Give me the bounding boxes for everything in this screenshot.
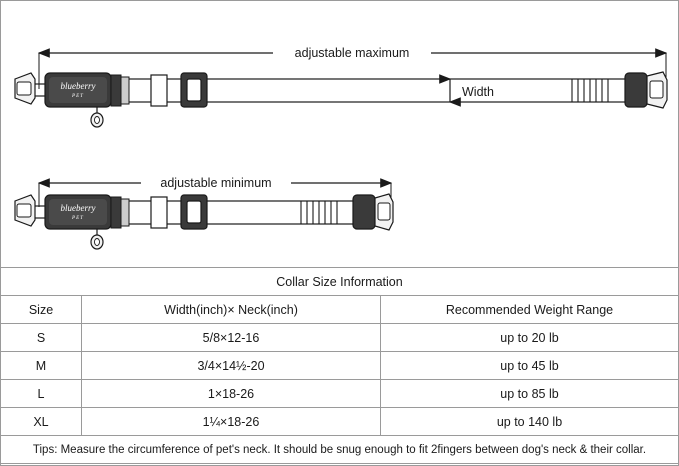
brand-label-min: blueberry [60, 203, 96, 213]
cell-size: XL [1, 408, 82, 436]
size-table-wrap [1, 267, 678, 464]
table-caption: Collar Size Information [1, 268, 678, 296]
cell-width-neck: 5/8×12-16 [82, 324, 381, 352]
collar-diagram [1, 1, 678, 267]
header-width-neck: Width(inch)× Neck(inch) [82, 296, 381, 324]
brand-label: blueberry [60, 81, 96, 91]
cell-size: M [1, 352, 82, 380]
cell-width-neck: 1×18-26 [82, 380, 381, 408]
width-label: Width [462, 85, 494, 99]
table-header-row [1, 296, 678, 324]
cell-weight: up to 20 lb [381, 324, 679, 352]
collar-size-table [1, 267, 678, 464]
table-caption-row [1, 268, 678, 296]
cell-width-neck: 3/4×14½-20 [82, 352, 381, 380]
cell-weight: up to 45 lb [381, 352, 679, 380]
header-size: Size [1, 296, 82, 324]
table-row [1, 324, 678, 352]
cell-size: S [1, 324, 82, 352]
brand-sub-label: PET [72, 94, 84, 99]
cell-weight: up to 85 lb [381, 380, 679, 408]
cell-size: L [1, 380, 82, 408]
adjustable-minimum-label: adjustable minimum [160, 176, 272, 190]
adjustable-maximum-label: adjustable maximum [294, 46, 410, 60]
brand-sub-label-min: PET [72, 216, 84, 221]
table-row [1, 408, 678, 436]
cell-width-neck: 1¼×18-26 [82, 408, 381, 436]
table-row [1, 380, 678, 408]
header-weight-range: Recommended Weight Range [381, 296, 679, 324]
tips-text: Tips: Measure the circumference of pet's neck. It should be snug enough to fit 2fingers between dog's neck & their collar. [1, 436, 678, 464]
table-row [1, 352, 678, 380]
table-tips-row [1, 436, 678, 464]
cell-weight: up to 140 lb [381, 408, 679, 436]
